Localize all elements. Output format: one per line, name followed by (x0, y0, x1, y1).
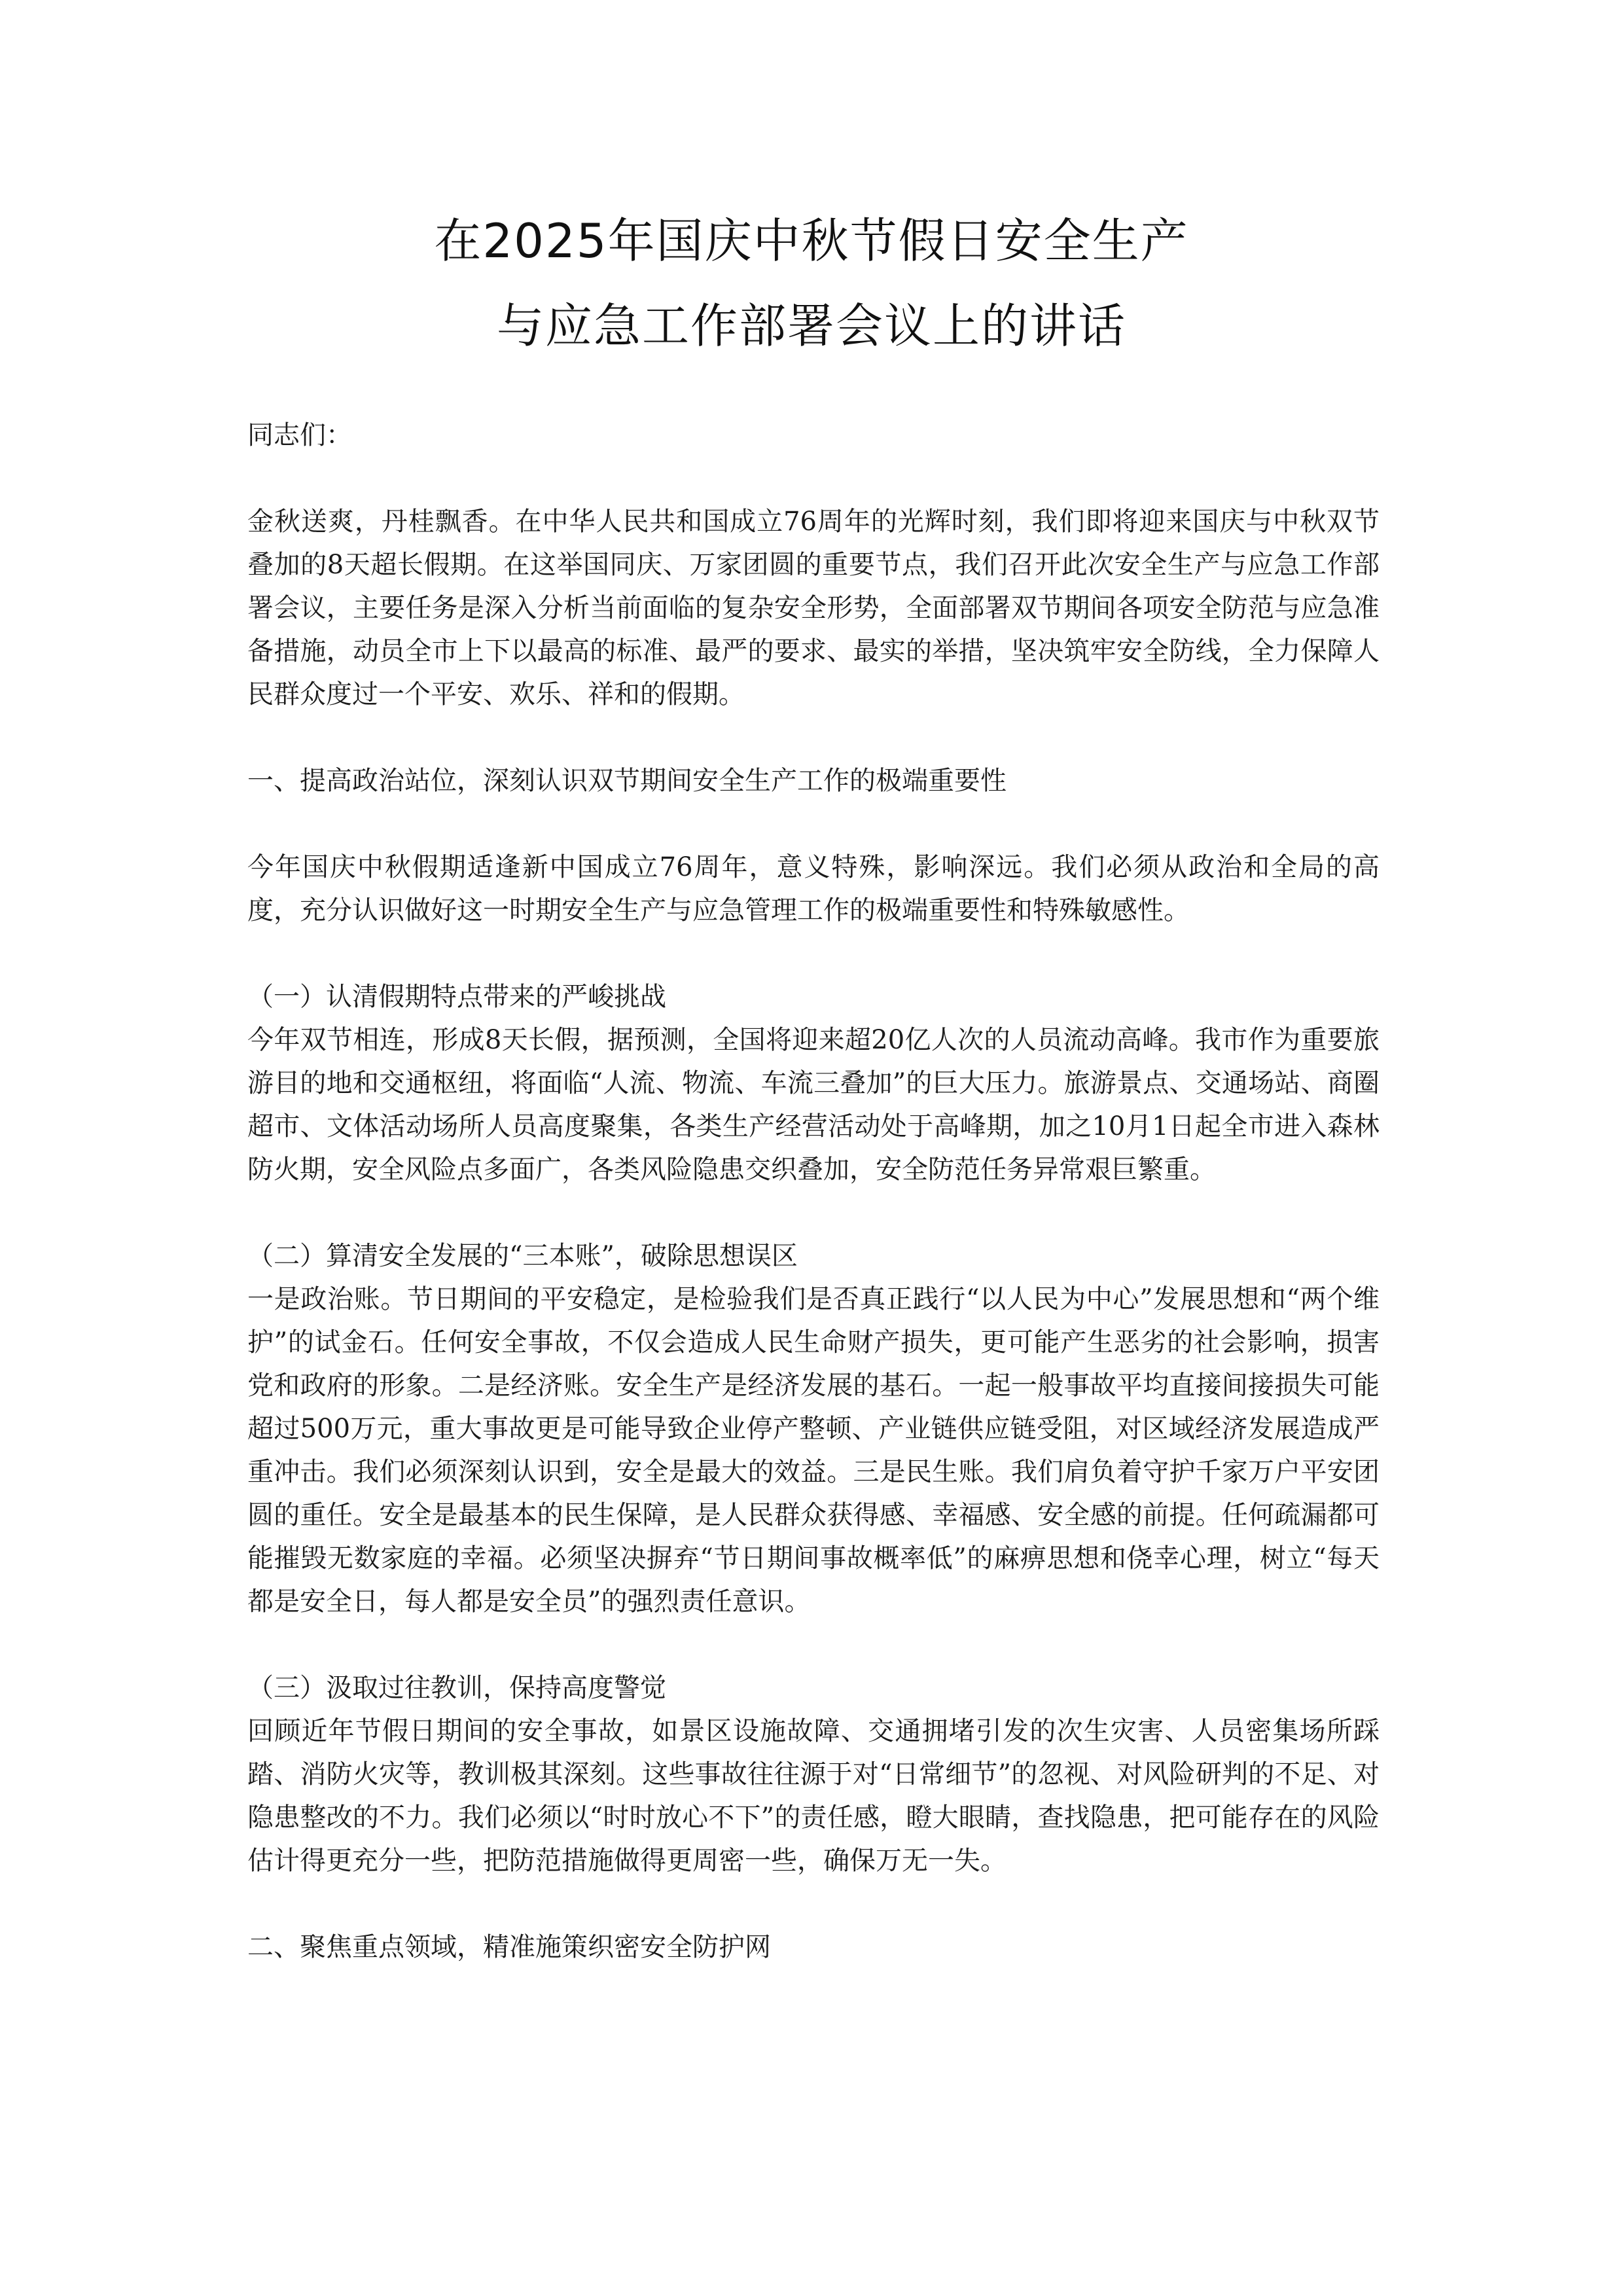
paragraph-gap (247, 1623, 1380, 1666)
document-title-line-2: 与应急工作部署会议上的讲话 (496, 298, 1126, 353)
paragraph-gap (247, 932, 1380, 975)
subsection-2-body: 一是政治账。节日期间的平安稳定，是检验我们是否真正践行“以人民为中心”发展思想和“两个维护”的试金石。任何安全事故，不仅会造成人民生命财产损失，更可能产生恶劣的社会影响，损害党和政府的形象。二是经济账。安全生产是经济发展的基石。一起一般事故平均直接间接损失可能超过500万元，重大事故更是可能导致企业停产整顿、产业链供应链受阻，对区域经济发展造成严重冲击。我们必须深刻认识到，安全是最大的效益。三是民生账。我们肩负着守护千家万户平安团圆的重任。安全是最基本的民生保障，是人民群众获得感、幸福感、安全感的前提。任何疏漏都可能摧毁无数家庭的幸福。必须坚决摒弃“节日期间事故概率低”的麻痹思想和侥幸心理，树立“每天都是安全日，每人都是安全员”的强烈责任意识。 (247, 1284, 1380, 1617)
section-1-heading: 一、提高政治站位，深刻认识双节期间安全生产工作的极端重要性 (247, 766, 1007, 796)
section-1-intro: 今年国庆中秋假期适逢新中国成立76周年，意义特殊，影响深远。我们必须从政治和全局的高度，充分认识做好这一时期安全生产与应急管理工作的极端重要性和特殊敏感性。 (247, 852, 1380, 925)
paragraph-gap (247, 802, 1380, 846)
paragraph-gap (247, 716, 1380, 759)
subsection-1-body: 今年双节相连，形成8天长假，据预测，全国将迎来超20亿人次的人员流动高峰。我市作为重要旅游目的地和交通枢纽，将面临“人流、物流、车流三叠加”的巨大压力。旅游景点、交通场站、商圈超市、文体活动场所人员高度聚集，各类生产经营活动处于高峰期，加之10月1日起全市进入森林防火期，安全风险点多面广，各类风险隐患交织叠加，安全防范任务异常艰巨繁重。 (247, 1025, 1380, 1185)
salutation: 同志们： (247, 420, 352, 450)
document-body (247, 414, 1380, 1969)
paragraph-gap (247, 1191, 1380, 1234)
document-title-line-1: 在2025年国庆中秋节假日安全生产 (434, 213, 1189, 268)
subsection-3-heading: （三）汲取过往教训，保持高度警觉 (247, 1673, 666, 1703)
section-2-heading: 二、聚焦重点领域，精准施策织密安全防护网 (247, 1932, 771, 1962)
intro-paragraph: 金秋送爽，丹桂飘香。在中华人民共和国成立76周年的光辉时刻，我们即将迎来国庆与中秋双节叠加的8天超长假期。在这举国同庆、万家团圆的重要节点，我们召开此次安全生产与应急工作部署会议，主要任务是深入分析当前面临的复杂安全形势，全面部署双节期间各项安全防范与应急准备措施，动员全市上下以最高的标准、最严的要求、最实的举措，坚决筑牢安全防线，全力保障人民群众度过一个平安、欢乐、祥和的假期。 (247, 507, 1380, 709)
subsection-2-heading: （二）算清安全发展的“三本账”，破除思想误区 (247, 1241, 798, 1271)
paragraph-gap (247, 1882, 1380, 1926)
paragraph-gap (247, 457, 1380, 500)
subsection-3-body: 回顾近年节假日期间的安全事故，如景区设施故障、交通拥堵引发的次生灾害、人员密集场所踩踏、消防火灾等，教训极其深刻。这些事故往往源于对“日常细节”的忽视、对风险研判的不足、对隐患整改的不力。我们必须以“时时放心不下”的责任感，瞪大眼睛，查找隐患，把可能存在的风险估计得更充分一些，把防范措施做得更周密一些，确保万无一失。 (247, 1716, 1380, 1876)
subsection-1-heading: （一）认清假期特点带来的严峻挑战 (247, 982, 666, 1012)
